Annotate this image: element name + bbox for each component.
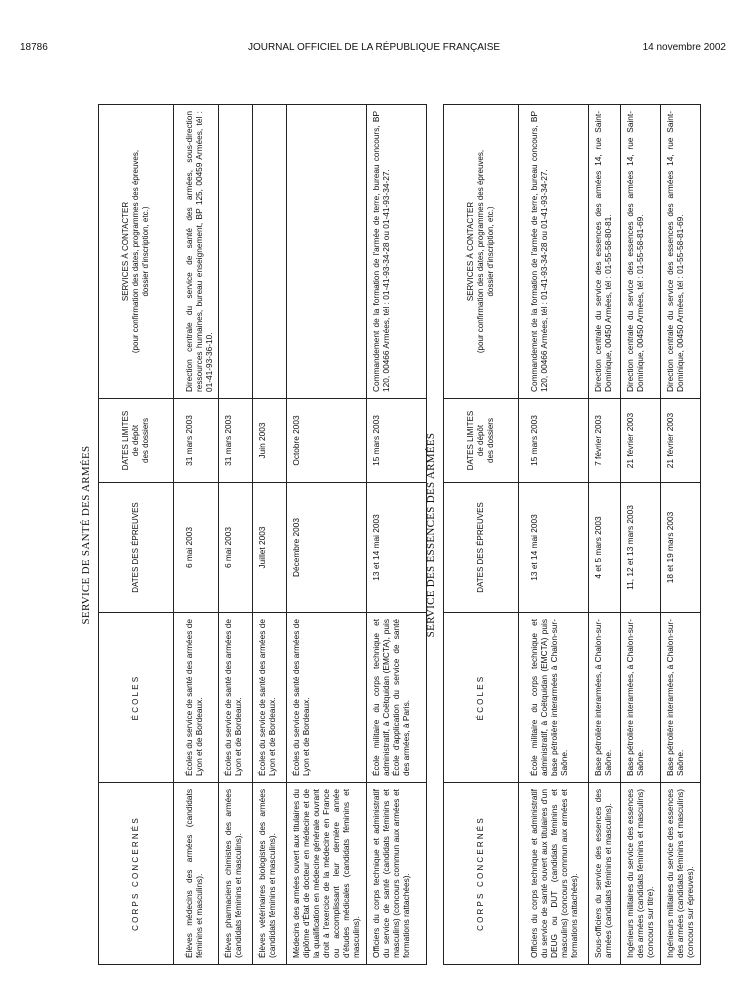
table-header-row [99, 105, 174, 965]
col-header-services-text: SERVICES À CONTACTER (pour confirmation des dates, programmes des épreuves, dossier d'inscription, etc.) [121, 149, 150, 354]
ecole-cell: Base pétrolière interarmées, à Chalon-sur-Saône. [621, 613, 661, 783]
date-epreuves-cell: 13 et 14 mai 2003 [519, 483, 589, 613]
section-title-essences: SERVICE DES ESSENCES DES ARMÉES [425, 432, 437, 638]
corps-cell: Élèves pharmaciens chimistes des armées (candidats féminins et masculins). [219, 783, 253, 965]
service-cell [287, 105, 367, 399]
col-header-corps: CORPS CONCERNÉS [99, 783, 174, 965]
date-epreuves-cell: 4 et 5 mars 2003 [589, 483, 621, 613]
corps-cell: Élèves médecins des armées (candidats féminins et masculins). [174, 783, 219, 965]
table-row [661, 105, 701, 965]
corps-cell: Officiers du corps technique et administratif du service de santé ouvert aux titulaires d'un DEUG ou DUT (candidats féminins et masculins) (concours commun aux armées et formations rattachées). [519, 783, 589, 965]
col-header-dates-limites-text: DATES LIMITES de dépôt des dossiers [121, 410, 150, 471]
date-limite-cell: Octobre 2003 [287, 399, 367, 483]
service-cell: Direction centrale du service de santé des armées, sous-direction ressources humaines, bureau enseignement, BP 125, 00459 Armées, tél : 01-41-93-36-10. [174, 105, 219, 399]
date-limite-cell: 15 mars 2003 [519, 399, 589, 483]
service-cell: Direction centrale du service des essences des armées 14, rue Saint-Dominique, 00450 Armées, tél : 01-55-58-80-81. [589, 105, 621, 399]
issue-date: 14 novembre 2002 [642, 42, 726, 53]
col-header-dates-limites-text: DATES LIMITES de dépôt des dossiers [466, 410, 495, 471]
col-header-dates-limites [444, 399, 519, 483]
page-number: 18786 [20, 42, 48, 53]
date-limite-cell: 7 février 2003 [589, 399, 621, 483]
corps-cell: Médecins des armées ouvert aux titulaires du diplôme d'État de docteur en médecine et de la qualification en médecine générale ouvrant droit à l'exercice de la médecine en France ou accomplissant leur dernière année d'études médicales (candidats féminins et masculins). [287, 783, 367, 965]
service-cell [219, 105, 253, 399]
col-header-ecoles: ÉCOLES [444, 613, 519, 783]
ecole-cell: Écoles du service de santé des armées de Lyon et de Bordeaux. [219, 613, 253, 783]
corps-cell: Élèves vétérinaires biologistes des armées (candidats féminins et masculins). [253, 783, 287, 965]
date-epreuves-cell: 6 mai 2003 [219, 483, 253, 613]
date-limite-cell: 31 mars 2003 [174, 399, 219, 483]
ecole-cell: Base pétrolière interarmées, à Chalon-sur-Saône. [589, 613, 621, 783]
rotated-page-body [80, 95, 740, 975]
ecole-cell: Écoles du service de santé des armées de Lyon et de Bordeaux. [287, 613, 367, 783]
date-limite-cell: 21 février 2003 [621, 399, 661, 483]
date-limite-cell: 31 mars 2003 [219, 399, 253, 483]
table-essences [443, 104, 701, 965]
col-header-services [444, 105, 519, 399]
col-header-services-text: SERVICES À CONTACTER (pour confirmation des dates, programmes des épreuves, dossier d'inscription, etc.) [466, 149, 495, 354]
corps-cell: Sous-officiers du service des essences des armées (candidats féminins et masculins). [589, 783, 621, 965]
corps-cell: Ingénieurs militaires du service des essences des armées (candidats féminins et masculins) (concours sur titre). [621, 783, 661, 965]
date-limite-cell: Juin 2003 [253, 399, 287, 483]
service-cell: Direction centrale du service des essences des armées 14, rue Saint-Dominique, 00450 Armées, tél : 01-55-58-81-69. [621, 105, 661, 399]
col-header-services [99, 105, 174, 399]
ecole-cell: École militaire du corps technique et administratif, à Coëtquidan (EMCTA) puis base pétrolière interarmées à Chalon-sur-Saône. [519, 613, 589, 783]
date-epreuves-cell: Décembre 2003 [287, 483, 367, 613]
journal-title: JOURNAL OFFICIEL DE LA RÉPUBLIQUE FRANÇAISE [247, 42, 501, 53]
col-header-dates-epreuves: DATES DES ÉPREUVES [99, 483, 174, 613]
service-cell: Commandement de la formation de l'armée de terre, bureau concours, BP 120, 00466 Armées, tél : 01-41-93-34-28 ou 01-41-93-34-27. [519, 105, 589, 399]
corps-cell: Officiers du corps technique et administratif du service de santé (candidats féminins et masculins) (concours commun aux armées et formations rattachées). [367, 783, 427, 965]
service-cell [253, 105, 287, 399]
ecole-cell: Écoles du service de santé des armées de Lyon et de Bordeaux. [253, 613, 287, 783]
col-header-dates-limites [99, 399, 174, 483]
ecole-cell: Écoles du service de santé des armées de Lyon et de Bordeaux. [174, 613, 219, 783]
ecole-cell: Base pétrolière interarmées, à Chalon-sur-Saône. [661, 613, 701, 783]
service-cell: Commandement de la formation de l'armée de terre, bureau concours, BP 120, 00466 Armées, tél : 01-41-93-34-28 ou 01-41-93-34-27. [367, 105, 427, 399]
col-header-dates-epreuves: DATES DES ÉPREUVES [444, 483, 519, 613]
date-epreuves-cell: 6 mai 2003 [174, 483, 219, 613]
table-row [253, 105, 287, 965]
date-limite-cell: 15 mars 2003 [367, 399, 427, 483]
col-header-ecoles: ÉCOLES [99, 613, 174, 783]
table-header-row [444, 105, 519, 965]
date-epreuves-cell: 11, 12 et 13 mars 2003 [621, 483, 661, 613]
section-title-sante: SERVICE DE SANTÉ DES ARMÉES [80, 445, 92, 625]
col-header-corps: CORPS CONCERNÉS [444, 783, 519, 965]
table-row [621, 105, 661, 965]
table-row [367, 105, 427, 965]
table-row [287, 105, 367, 965]
table-row [219, 105, 253, 965]
date-epreuves-cell: 18 et 19 mars 2003 [661, 483, 701, 613]
table-row [589, 105, 621, 965]
ecole-cell: École militaire du corps technique et administratif, à Coëtquidan (EMCTA), puis École d'application du service de santé des armées, à Paris. [367, 613, 427, 783]
service-cell: Direction centrale du service des essences des armées 14, rue Saint-Dominique, 00450 Armées, tél : 01-55-58-81-69. [661, 105, 701, 399]
table-row [519, 105, 589, 965]
corps-cell: Ingénieurs militaires du service des essences des armées (candidats féminins et masculins) (concours sur épreuves). [661, 783, 701, 965]
date-limite-cell: 21 février 2003 [661, 399, 701, 483]
table-sante [98, 104, 427, 965]
table-row [174, 105, 219, 965]
date-epreuves-cell: 13 et 14 mai 2003 [367, 483, 427, 613]
date-epreuves-cell: Juillet 2003 [253, 483, 287, 613]
